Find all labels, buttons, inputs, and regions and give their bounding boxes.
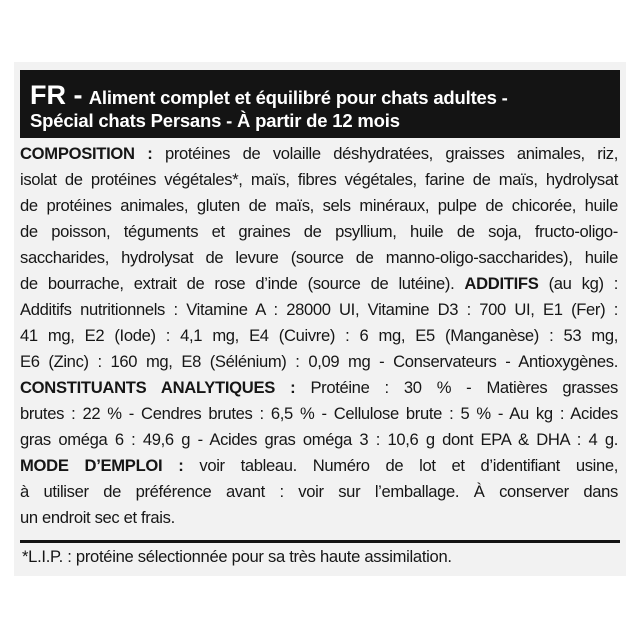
constituants-line-2: brutes : 22 % - Cendres brutes : 6,5 % - Cellulose brute : 5 % - Au kg : Acides: [20, 404, 618, 423]
product-label: [14, 62, 626, 576]
label-header: [20, 70, 620, 138]
composition-line-4: de poisson, téguments et graines de psyllium, huile de soja, fructo-oligo-: [20, 222, 618, 241]
mode-emploi-line-2: à utiliser de préférence avant : voir sur l’emballage. À conserver dans: [20, 482, 618, 501]
constituants-line-3: gras oméga 6 : 49,6 g - Acides gras oméga 3 : 10,6 g dont EPA & DHA : 4 g.: [20, 430, 618, 449]
mode-emploi-heading: MODE D’EMPLOI :: [20, 456, 184, 475]
composition-line-3: de protéines animales, gluten de maïs, sels minéraux, pulpe de chicorée, huile: [20, 196, 618, 215]
mode-emploi-line-1: [20, 454, 618, 478]
composition-text: de bourrache, extrait de rose d’inde (source de lutéine).: [20, 274, 465, 293]
mode-emploi-line-3: un endroit sec et frais.: [20, 508, 175, 527]
header-line-2: Spécial chats Persans - À partir de 12 mois: [30, 110, 400, 131]
header-title-1: Aliment complet et équilibré pour chats adultes -: [88, 87, 508, 108]
divider-rule: [20, 540, 620, 543]
additifs-heading: ADDITIFS: [464, 274, 539, 293]
composition-line-1: [20, 142, 618, 166]
mode-emploi-text: voir tableau. Numéro de lot et d’identifiant usine,: [183, 456, 618, 475]
additifs-line-2: 41 mg, E2 (Iode) : 4,1 mg, E4 (Cuivre) : 6 mg, E5 (Manganèse) : 53 mg,: [20, 326, 618, 345]
composition-line-2: isolat de protéines végétales*, maïs, fibres végétales, farine de maïs, hydrolysat: [20, 170, 618, 189]
composition-line-6: [20, 272, 618, 296]
additifs-line-3: E6 (Zinc) : 160 mg, E8 (Sélénium) : 0,09 mg - Conservateurs - Antioxygènes.: [20, 352, 618, 371]
constituants-heading: CONSTITUANTS ANALYTIQUES :: [20, 378, 296, 397]
additifs-heading-suffix: (au kg) :: [538, 274, 618, 293]
footnote: *L.I.P. : protéine sélectionnée pour sa très haute assimilation.: [22, 547, 452, 566]
additifs-line-1: Additifs nutritionnels : Vitamine A : 28000 UI, Vitamine D3 : 700 UI, E1 (Fer) :: [20, 300, 618, 319]
constituants-text: Protéine : 30 % - Matières grasses: [295, 378, 619, 397]
constituants-line-1: [20, 376, 618, 400]
language-code: FR -: [30, 80, 83, 110]
header-line-1: [30, 80, 508, 111]
composition-text: protéines de volaille déshydratées, graisses animales, riz,: [152, 144, 618, 163]
composition-heading: COMPOSITION :: [20, 144, 153, 163]
composition-line-5: saccharides, hydrolysat de levure (source de manno-oligo-saccharides), huile: [20, 248, 618, 267]
